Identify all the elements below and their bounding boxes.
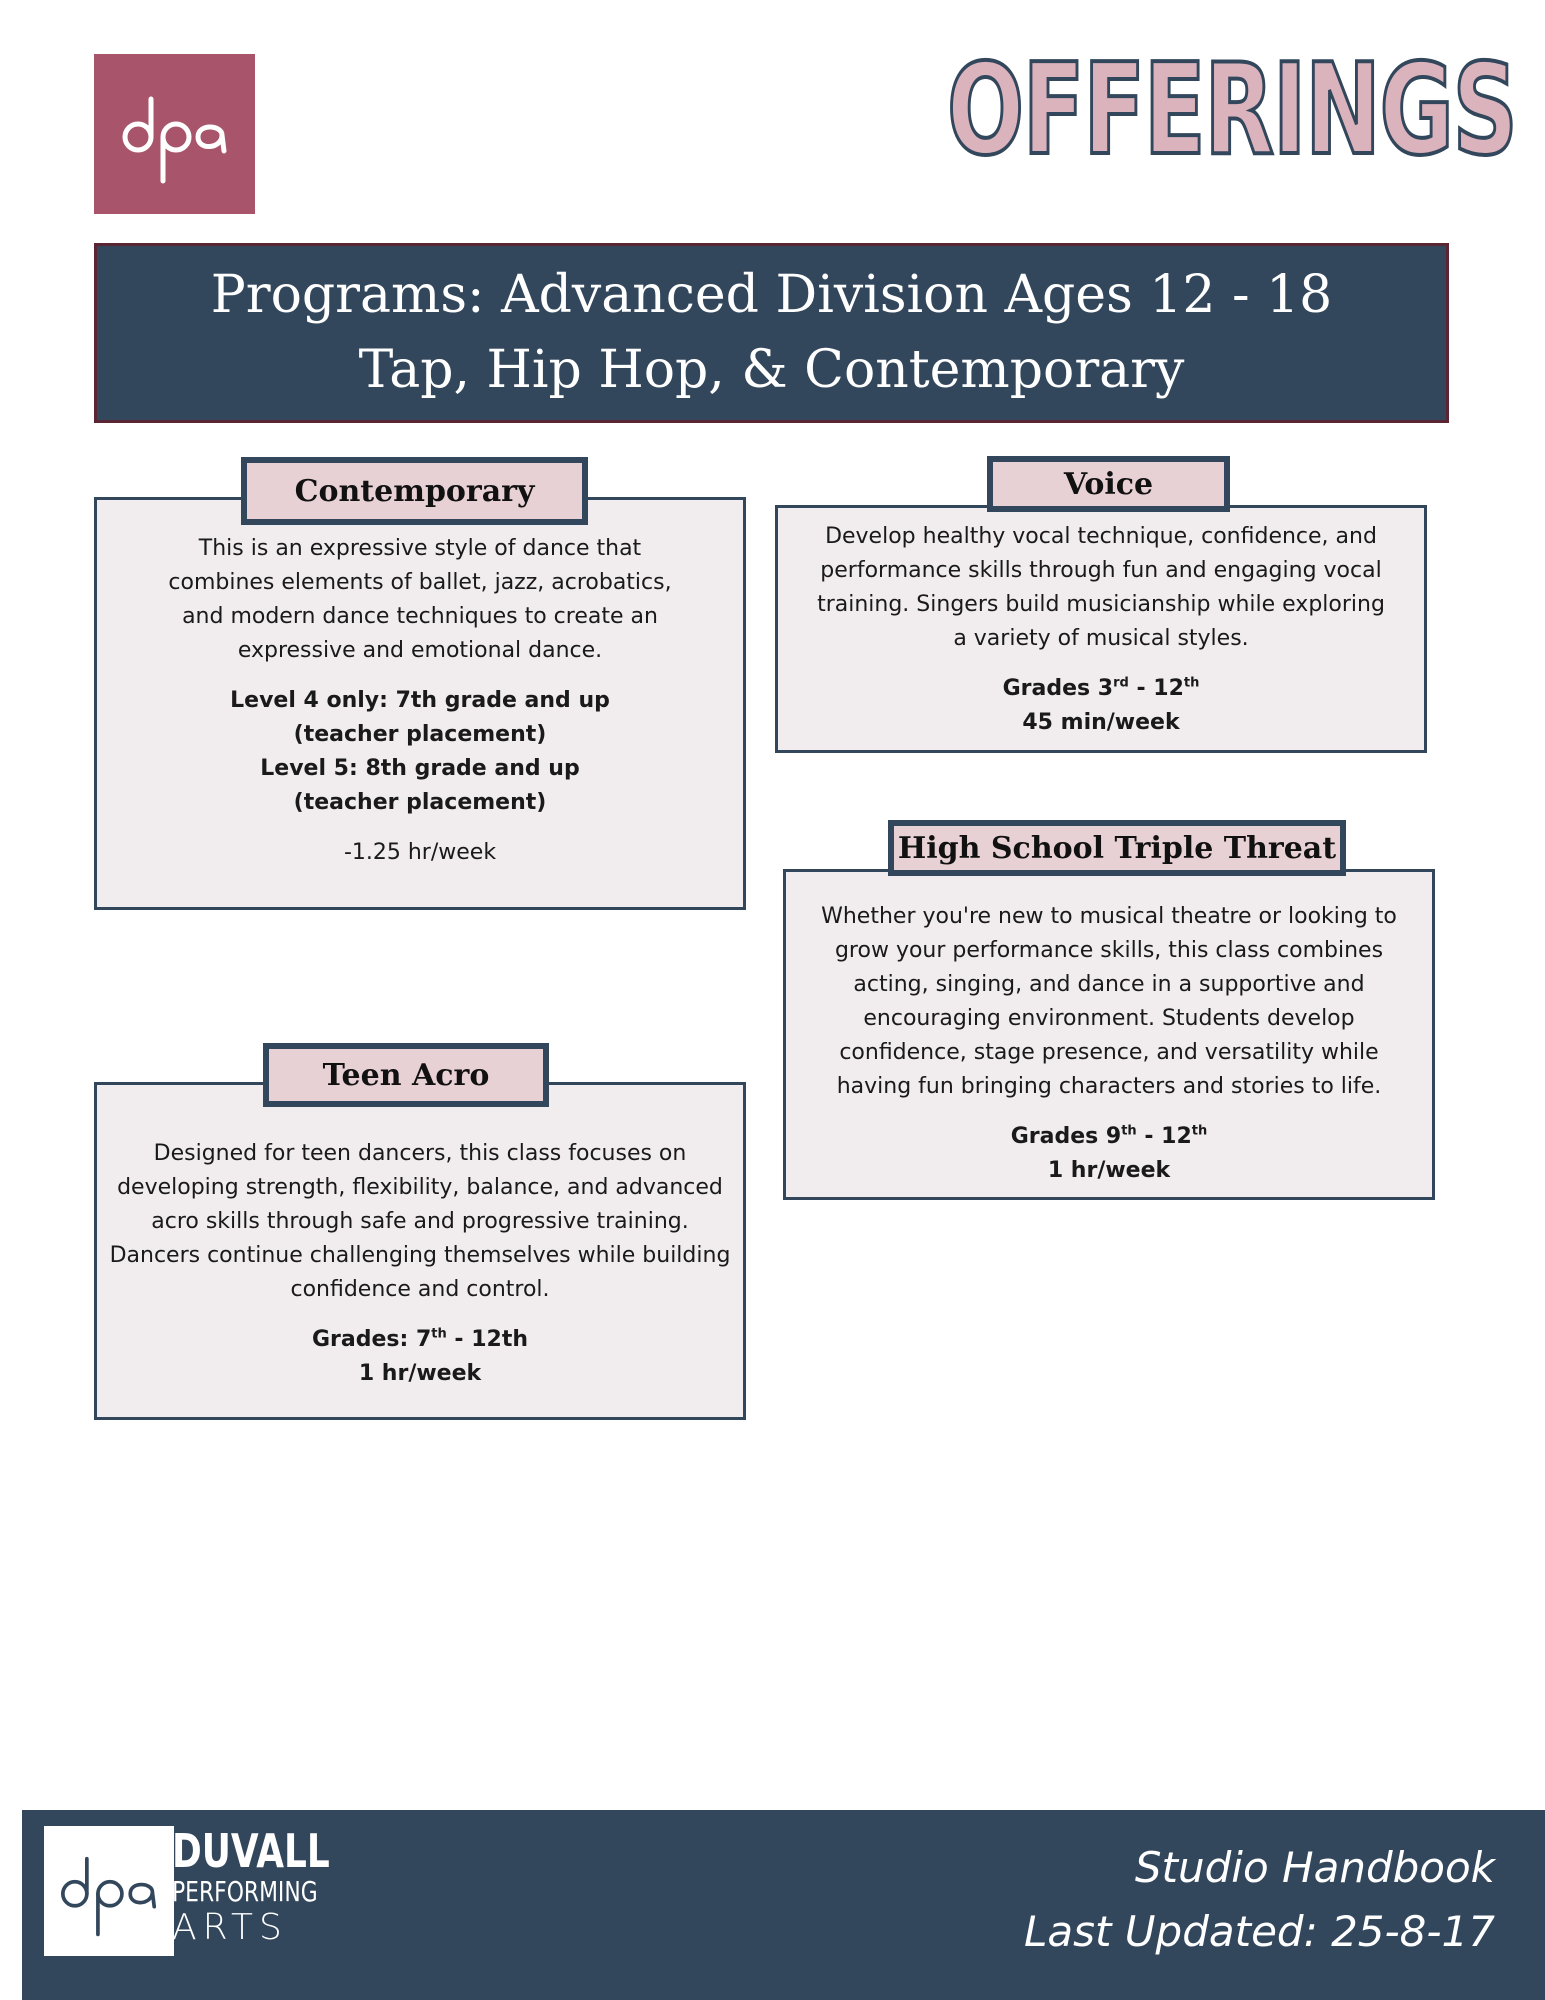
banner-line-2: Tap, Hip Hop, & Contemporary: [358, 340, 1185, 400]
voice-title-tab: [987, 456, 1230, 512]
footer-brand-line-2: PERFORMING: [172, 1875, 318, 1908]
teen-acro-description: Designed for teen dancers, this class focuses on developing strength, flexibility, balance, and advanced acro skills through safe and progressive training. Dancers continue challenging themselves while building confidence and control.: [109, 1141, 731, 1302]
contemporary-title-tab: [241, 457, 588, 525]
footer-info: [1024, 1836, 1495, 1964]
page-title: OFFERINGS: [947, 36, 1517, 183]
triple-threat-card: [783, 869, 1435, 1200]
footer-brand-line-1: DUVALL: [172, 1824, 330, 1878]
contemporary-placement-2: (teacher placement): [293, 790, 547, 815]
banner-line-1: Programs: Advanced Division Ages 12 - 18: [210, 265, 1333, 325]
teen-acro-time: 1 hr/week: [358, 1361, 482, 1386]
contemporary-time: -1.25 hr/week: [343, 840, 497, 865]
contemporary-card: [94, 497, 746, 910]
footer-logo: [44, 1824, 330, 1956]
contemporary-description: This is an expressive style of dance that combines elements of ballet, jazz, acrobatics, and modern dance techniques to create an expressive and emotional dance.: [168, 536, 672, 663]
footer-handbook: Studio Handbook: [1134, 1843, 1495, 1892]
footer: [22, 1810, 1545, 2000]
contemporary-level5: Level 5: 8th grade and up: [260, 756, 580, 781]
voice-title: Voice: [1063, 466, 1154, 502]
contemporary-level4: Level 4 only: 7th grade and up: [230, 688, 610, 713]
dpa-logo: [94, 54, 255, 214]
voice-grades: Grades 3rd - 12th: [1002, 675, 1200, 701]
footer-updated: Last Updated: 25-8-17: [1023, 1907, 1495, 1956]
voice-card: [775, 505, 1427, 753]
teen-acro-card: [94, 1082, 746, 1420]
program-banner: [94, 243, 1449, 423]
teen-acro-title: Teen Acro: [322, 1057, 490, 1093]
voice-time: 45 min/week: [1022, 710, 1180, 735]
dpa-logo-mark: [110, 69, 240, 199]
contemporary-placement-1: (teacher placement): [293, 722, 547, 747]
triple-threat-description: Whether you're new to musical theatre or looking to grow your performance skills, this class combines acting, singing, and dance in a supportive and encouraging environment. Students develop confidence, stage presence, and versatility while having fun bringing characters and stories to life.: [821, 904, 1397, 1099]
teen-acro-title-tab: [263, 1043, 549, 1107]
voice-description: Develop healthy vocal technique, confidence, and performance skills through fun and engaging vocal training. Singers build musicianship while exploring a variety of musical styles.: [817, 524, 1385, 651]
triple-threat-grades: Grades 9th - 12th: [1010, 1123, 1208, 1149]
teen-acro-grades: Grades: 7th - 12th: [311, 1326, 528, 1352]
footer-brand-name: [172, 1826, 374, 1948]
triple-threat-title: High School Triple Threat: [897, 830, 1337, 866]
triple-threat-time: 1 hr/week: [1047, 1158, 1171, 1183]
contemporary-title: Contemporary: [294, 473, 535, 509]
footer-dpa-mark: [44, 1826, 174, 1956]
footer-brand-line-3: ARTS: [172, 1907, 288, 1948]
triple-threat-title-tab: [888, 820, 1346, 876]
